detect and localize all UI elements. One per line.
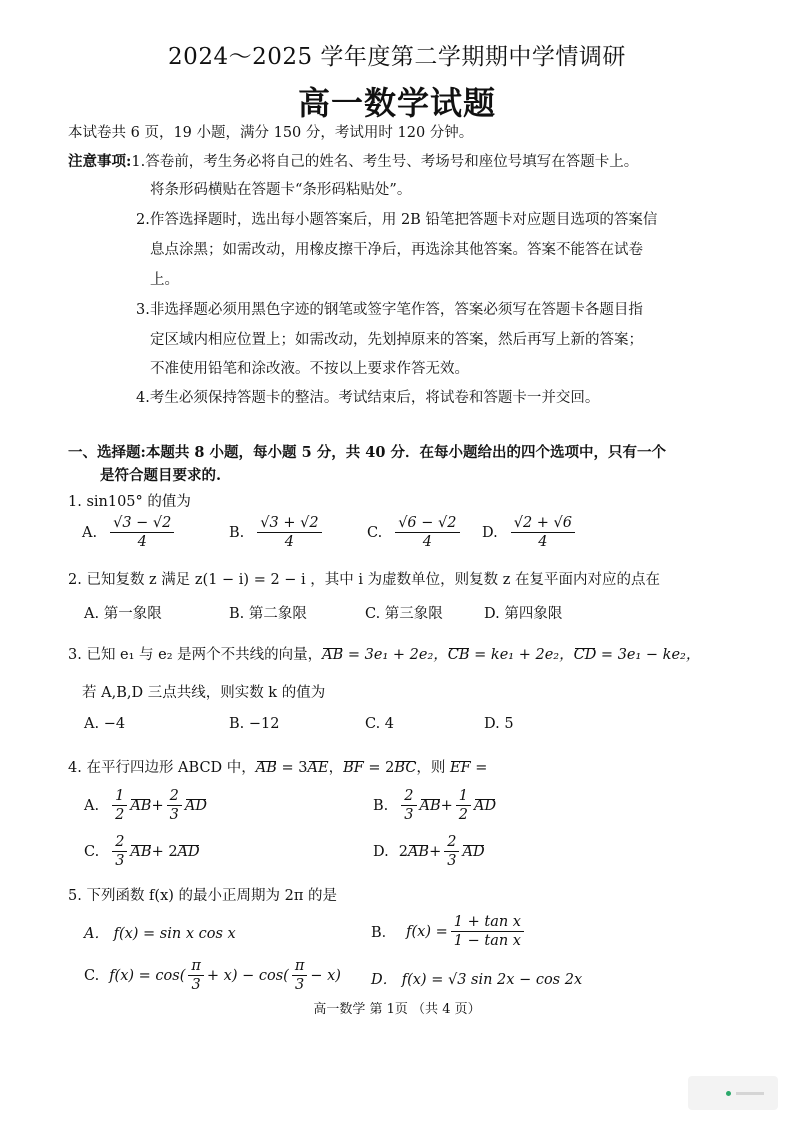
option-label: A. xyxy=(84,797,100,814)
option-label: C. xyxy=(367,524,383,541)
function-lhs: f(x) = xyxy=(406,923,448,940)
exam-info: 本试卷共 6 页，19 小题，满分 150 分，考试用时 120 分钟。 xyxy=(68,125,474,141)
fraction xyxy=(511,515,575,550)
fraction xyxy=(110,515,174,550)
vector-ad: AD xyxy=(177,843,200,860)
option-label: B. xyxy=(373,797,389,814)
q5-option-a: A． f(x) = sin x cos x xyxy=(84,926,236,942)
q4-sep2: ，则 xyxy=(416,760,451,776)
numerator: √6 − √2 xyxy=(395,515,459,533)
q4-eq3: = xyxy=(470,760,488,776)
vector-ad: AD xyxy=(462,843,485,860)
vector-cd: CD xyxy=(573,647,597,663)
option-label: C. xyxy=(84,843,100,860)
numerator: √2 + √6 xyxy=(511,515,575,533)
q4-eq2: = 2 xyxy=(363,760,395,776)
status-dot-icon xyxy=(726,1091,731,1096)
denominator: 2 xyxy=(458,807,469,823)
plus: + xyxy=(429,843,442,860)
denominator: 3 xyxy=(191,977,201,993)
denominator: 3 xyxy=(294,977,305,993)
denominator: 3 xyxy=(115,853,125,869)
fraction xyxy=(456,788,471,823)
q2-stem: 2. 已知复数 z 满足 z(1 − i) = 2 − i ，其中 i 为虚数单位，则复数 z 在复平面内对应的点在 xyxy=(68,572,661,588)
vector-ab: AB xyxy=(322,647,344,663)
vector-ae: AE xyxy=(307,760,329,776)
denominator: 4 xyxy=(137,534,147,550)
q2-option-c: C. 第三象限 xyxy=(365,606,443,622)
fraction xyxy=(112,834,127,869)
q2-option-a: A. 第一象限 xyxy=(84,606,162,622)
denominator: 1 − tan x xyxy=(453,933,521,949)
numerator: π xyxy=(188,958,204,976)
q3-option-c: C. 4 xyxy=(365,716,395,732)
notice-item-1-cont: 将条形码横贴在答题卡“条形码粘贴处”。 xyxy=(150,182,412,198)
q3-option-a: A. −4 xyxy=(84,716,126,732)
exam-title: 2024～2025 学年度第二学期期中学情调研 xyxy=(168,44,626,70)
q4-stem-text: 4. 在平行四边形 ABCD 中， xyxy=(68,760,256,776)
notice-item-2-cont2: 上。 xyxy=(150,272,179,288)
numerator: 2 xyxy=(167,788,182,806)
notice-item-3-cont2: 不准使用铅笔和涂改液。不按以上要求作答无效。 xyxy=(150,361,469,377)
notice-item-4: 4.考生必须保持答题卡的整洁。考试结束后，将试卷和答题卡一并交回。 xyxy=(136,390,600,406)
numerator: √3 + √2 xyxy=(257,515,321,533)
coefficient: 2 xyxy=(398,843,408,860)
denominator: 4 xyxy=(422,534,432,550)
function-part: f(x) = cos( xyxy=(109,967,186,984)
page-footer: 高一数学 第 1页 （共 4 页） xyxy=(313,1002,481,1017)
section-heading-cont: 是符合题目要求的. xyxy=(100,467,222,484)
denominator: 3 xyxy=(447,853,457,869)
q1-stem: 1. sin105° 的值为 xyxy=(68,494,191,510)
numerator: √3 − √2 xyxy=(110,515,174,533)
denominator: 4 xyxy=(538,534,548,550)
vector-cb: CB xyxy=(447,647,470,663)
plus: + xyxy=(151,797,164,814)
q2-option-d: D. 第四象限 xyxy=(484,606,563,622)
vector-ab: AB xyxy=(130,797,152,814)
notice-item-2: 2.作答选择题时，选出每小题答案后，用 2B 铅笔把答题卡对应题目选项的答案信 xyxy=(136,212,658,228)
q3-cd-expr: = 3e₁ − ke₂， xyxy=(596,647,701,663)
q2-option-b: B. 第二象限 xyxy=(229,606,307,622)
numerator: 2 xyxy=(401,788,416,806)
vector-ab: AB xyxy=(130,843,152,860)
option-label: D. xyxy=(373,843,389,860)
option-label: A. xyxy=(82,524,98,541)
notice-label: 注意事项: xyxy=(68,153,132,170)
numerator: 1 xyxy=(456,788,471,806)
fraction xyxy=(167,788,182,823)
numerator: 2 xyxy=(112,834,127,852)
section-heading: 一、选择题:本题共 8 小题，每小题 5 分，共 40 分．在每小题给出的四个选项中，只有一个 xyxy=(68,444,666,461)
denominator: 4 xyxy=(284,534,295,550)
q3-ab-expr: = 3e₁ + 2e₂， xyxy=(343,647,448,663)
denominator: 3 xyxy=(169,807,179,823)
notice-item-1: 1.答卷前，考生务必将自己的姓名、考生号、考场号和座位号填写在答题卡上。 xyxy=(131,154,639,170)
q1-option-b xyxy=(229,515,325,550)
notice-item-3-cont: 定区域内相应位置上；如需改动，先划掉原来的答案，然后再写上新的答案； xyxy=(150,332,643,348)
fraction xyxy=(395,515,459,550)
q5-option-c xyxy=(84,958,341,993)
option-label: D. xyxy=(482,524,498,541)
vector-bf: BF xyxy=(343,760,364,776)
subject-title: 高一数学试题 xyxy=(297,84,496,122)
plus: + xyxy=(440,797,453,814)
q4-option-b xyxy=(373,788,496,823)
notice-item-2-cont: 息点涂黑；如需改动，用橡皮擦干净后，再选涂其他答案。答案不能答在试卷 xyxy=(150,242,643,258)
vector-ef: EF xyxy=(450,760,471,776)
vector-ad: AD xyxy=(474,797,497,814)
badge-bar xyxy=(736,1092,764,1095)
q3-stem xyxy=(68,643,700,664)
vector-ab: AB xyxy=(407,843,430,860)
numerator: 2 xyxy=(444,834,459,852)
q3-stem-cont: 若 A,B,D 三点共线，则实数 k 的值为 xyxy=(82,685,326,701)
plus: + 2 xyxy=(151,843,178,860)
numerator: π xyxy=(292,958,308,976)
fraction xyxy=(257,515,321,550)
vector-bc: BC xyxy=(394,760,417,776)
function-part: − x) xyxy=(310,967,341,984)
q1-option-c xyxy=(367,515,463,550)
notice-item-3: 3.非选择题必须用黑色字迹的钢笔或签字笔作答，答案必须写在答题卡各题目指 xyxy=(136,302,643,318)
q4-stem xyxy=(68,756,487,777)
q3-option-b: B. −12 xyxy=(229,716,280,732)
denominator: 2 xyxy=(115,807,125,823)
option-label: B. xyxy=(229,524,245,541)
q5-option-b xyxy=(371,914,527,949)
q3-cb-expr: = ke₁ + 2e₂， xyxy=(469,647,574,663)
q5-option-d: D． f(x) = √3 sin 2x − cos 2x xyxy=(371,972,583,988)
q5-stem: 5. 下列函数 f(x) 的最小正周期为 2π 的是 xyxy=(68,888,337,904)
fraction xyxy=(292,958,308,993)
fraction xyxy=(188,958,204,993)
q1-option-d xyxy=(482,515,578,550)
denominator: 3 xyxy=(404,807,414,823)
numerator: 1 + tan x xyxy=(451,914,524,932)
vector-ad: AD xyxy=(184,797,207,814)
fraction xyxy=(112,788,127,823)
notice-line-1 xyxy=(68,150,638,171)
function-part: + x) − cos( xyxy=(206,967,289,984)
q3-option-d: D. 5 xyxy=(484,716,514,732)
vector-ab: AB xyxy=(255,760,277,776)
option-label: C. xyxy=(84,967,100,984)
q3-stem-text: 3. 已知 e₁ 与 e₂ 是两个不共线的向量， xyxy=(68,647,323,663)
watermark-badge xyxy=(688,1076,778,1110)
q4-option-c xyxy=(84,834,200,869)
fraction xyxy=(401,788,416,823)
q4-option-d xyxy=(373,834,485,869)
vector-ab: AB xyxy=(419,797,441,814)
numerator: 1 xyxy=(112,788,127,806)
fraction xyxy=(444,834,459,869)
q4-option-a xyxy=(84,788,207,823)
option-label: B． xyxy=(371,925,397,941)
fraction xyxy=(451,914,524,949)
q4-eq1: = 3 xyxy=(276,760,308,776)
q1-option-a xyxy=(82,515,177,550)
q4-sep1: ， xyxy=(328,760,344,776)
